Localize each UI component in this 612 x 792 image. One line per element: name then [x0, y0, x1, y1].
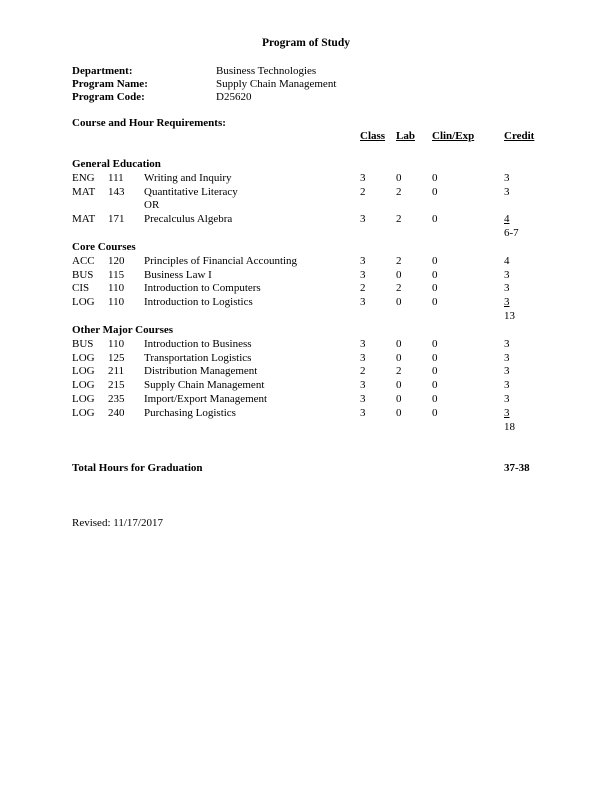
lab-hours: 0 [396, 351, 402, 364]
lab-hours: 0 [396, 171, 402, 184]
course-prefix: ACC [72, 254, 95, 267]
course-number: 211 [108, 365, 125, 378]
course-title: Business Law I [144, 268, 212, 281]
page-title: Program of Study [262, 37, 350, 49]
lab-hours: 2 [396, 365, 402, 378]
lab-hours: 0 [396, 393, 402, 405]
requirements-heading: Course and Hour Requirements: [72, 117, 226, 129]
clin-exp-hours: 0 [432, 171, 438, 184]
class-hours: 3 [360, 337, 366, 350]
department-value: Business Technologies [216, 65, 317, 77]
course-prefix: LOG [72, 365, 95, 378]
credit-hours: 3 [504, 171, 510, 184]
total-hours-label: Total Hours for Graduation [72, 462, 203, 474]
class-hours: 3 [360, 213, 366, 226]
course-prefix: LOG [72, 379, 95, 392]
credit-hours: 4 [504, 213, 510, 226]
clin-exp-hours: 0 [432, 406, 438, 419]
course-number: 110 [108, 296, 125, 309]
course-prefix: MAT [72, 213, 96, 226]
class-hours: 3 [360, 393, 366, 405]
clin-exp-hours: 0 [432, 268, 438, 281]
course-prefix: BUS [72, 337, 94, 350]
credit-hours: 3 [504, 379, 510, 392]
program-code-label: Program Code: [72, 91, 145, 103]
course-title: Introduction to Logistics [144, 296, 253, 309]
course-prefix: LOG [72, 296, 95, 309]
course-title: Transportation Logistics [144, 351, 252, 364]
clin-exp-hours: 0 [432, 365, 438, 378]
clin-exp-hours: 0 [432, 393, 438, 405]
lab-hours: 2 [396, 213, 402, 226]
course-number: 171 [108, 213, 125, 226]
class-hours: 3 [360, 254, 366, 267]
course-number: 110 [108, 282, 125, 295]
column-header-clin-exp: Clin/Exp [432, 130, 475, 142]
section-heading: General Education [72, 158, 161, 170]
section-heading: Other Major Courses [72, 324, 174, 336]
credit-hours: 3 [504, 296, 510, 309]
class-hours: 3 [360, 171, 366, 184]
course-prefix: MAT [72, 185, 96, 198]
class-hours: 3 [360, 296, 366, 309]
credit-hours: 3 [504, 282, 510, 295]
program-name-label: Program Name: [72, 78, 148, 90]
course-title: Introduction to Computers [144, 282, 261, 295]
course-title: Supply Chain Management [144, 379, 265, 392]
course-number: 115 [108, 268, 125, 281]
course-number: 235 [108, 393, 125, 405]
credit-hours: 3 [504, 185, 510, 198]
department-label: Department: [72, 65, 133, 77]
course-title: Import/Export Management [144, 393, 268, 405]
credit-hours: 3 [504, 393, 510, 405]
credit-hours: 3 [504, 351, 510, 364]
course-number: 240 [108, 406, 125, 419]
class-hours: 3 [360, 406, 366, 419]
course-prefix: CIS [72, 282, 90, 295]
lab-hours: 0 [396, 379, 402, 392]
course-prefix: ENG [72, 171, 95, 184]
class-hours: 2 [360, 282, 366, 295]
lab-hours: 0 [396, 268, 402, 281]
course-number: 143 [108, 185, 125, 198]
clin-exp-hours: 0 [432, 282, 438, 295]
lab-hours: 0 [396, 337, 402, 350]
column-header-class: Class [360, 130, 386, 142]
course-number: 215 [108, 379, 125, 392]
lab-hours: 0 [396, 296, 402, 309]
clin-exp-hours: 0 [432, 379, 438, 392]
clin-exp-hours: 0 [432, 296, 438, 309]
section-heading: Core Courses [72, 241, 136, 253]
class-hours: 3 [360, 351, 366, 364]
lab-hours: 2 [396, 185, 402, 198]
course-title: Purchasing Logistics [144, 406, 236, 419]
course-title: OR [144, 199, 160, 212]
section-subtotal: 18 [504, 420, 515, 433]
clin-exp-hours: 0 [432, 254, 438, 267]
column-header-lab: Lab [396, 130, 415, 142]
lab-hours: 2 [396, 282, 402, 295]
course-number: 111 [108, 171, 124, 184]
course-number: 125 [108, 351, 125, 364]
course-prefix: BUS [72, 268, 94, 281]
revised-date: Revised: 11/17/2017 [72, 517, 163, 529]
course-prefix: LOG [72, 406, 95, 419]
course-number: 110 [108, 337, 125, 350]
clin-exp-hours: 0 [432, 213, 438, 226]
clin-exp-hours: 0 [432, 351, 438, 364]
credit-hours: 3 [504, 406, 510, 419]
program-name-value: Supply Chain Management [216, 78, 337, 90]
clin-exp-hours: 0 [432, 185, 438, 198]
class-hours: 2 [360, 365, 366, 378]
column-header-credit: Credit [504, 130, 535, 142]
course-title: Quantitative Literacy [144, 185, 238, 198]
credit-hours: 3 [504, 268, 510, 281]
clin-exp-hours: 0 [432, 337, 438, 350]
class-hours: 2 [360, 185, 366, 198]
section-subtotal: 6-7 [504, 227, 519, 239]
course-title: Distribution Management [144, 365, 258, 378]
total-hours-value: 37-38 [504, 462, 530, 474]
credit-hours: 4 [504, 254, 510, 267]
course-title: Precalculus Algebra [144, 213, 233, 226]
class-hours: 3 [360, 268, 366, 281]
course-prefix: LOG [72, 351, 95, 364]
lab-hours: 2 [396, 254, 402, 267]
course-title: Principles of Financial Accounting [144, 254, 298, 267]
course-prefix: LOG [72, 393, 95, 405]
program-code-value: D25620 [216, 91, 252, 103]
credit-hours: 3 [504, 337, 510, 350]
credit-hours: 3 [504, 365, 510, 378]
course-title: Writing and Inquiry [144, 171, 232, 184]
course-number: 120 [108, 254, 125, 267]
section-subtotal: 13 [504, 310, 515, 322]
course-title: Introduction to Business [144, 337, 252, 350]
class-hours: 3 [360, 379, 366, 392]
lab-hours: 0 [396, 406, 402, 419]
